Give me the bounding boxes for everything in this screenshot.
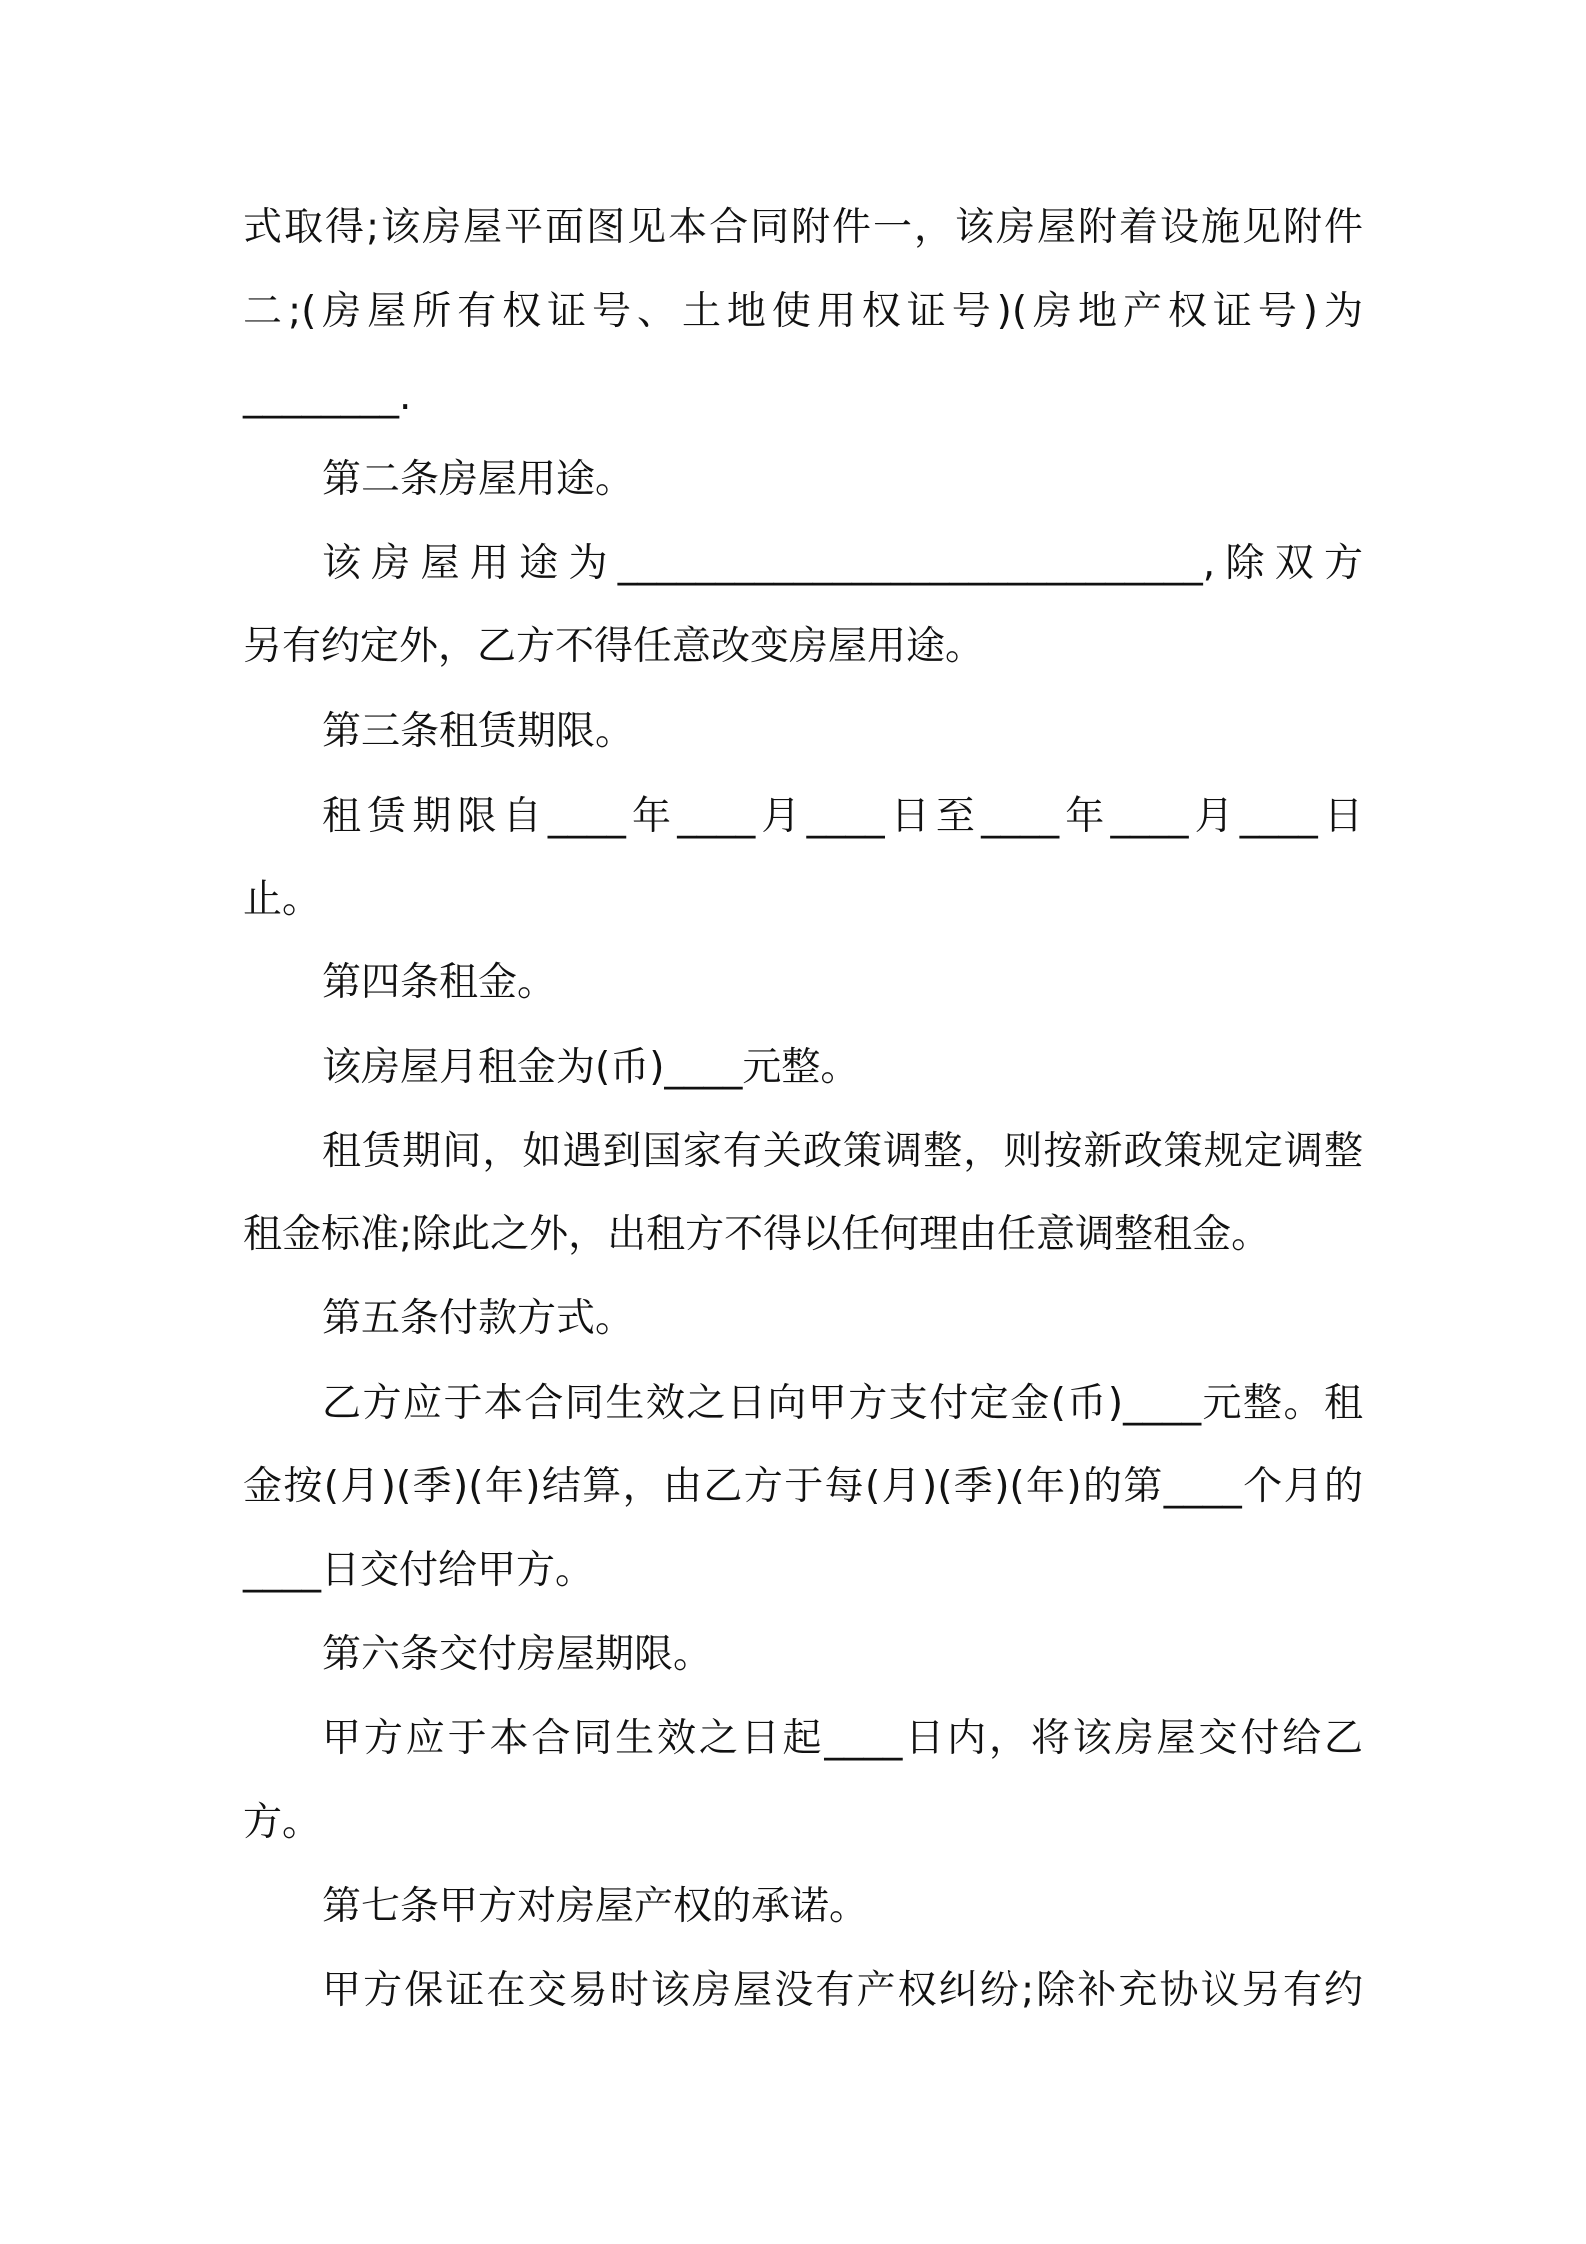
paragraph-line-9: 止。 [243, 877, 322, 922]
paragraph-line-20: 方。 [243, 1800, 322, 1845]
paragraph-line-17: ____日交付给甲方。 [243, 1548, 595, 1593]
paragraph-line-12: 租赁期间，如遇到国家有关政策调整，则按新政策规定调整 [322, 1129, 1363, 1174]
article-6-heading: 第六条交付房屋期限。 [322, 1632, 713, 1677]
article-5-heading: 第五条付款方式。 [322, 1296, 635, 1341]
article-3-heading: 第三条租赁期限。 [322, 709, 635, 754]
paragraph-line-5: 该房屋用途为______________________________,除双方 [322, 541, 1363, 586]
paragraph-line-2: 二;(房屋所有权证号、土地使用权证号)(房地产权证号)为 [243, 289, 1363, 334]
article-7-heading: 第七条甲方对房屋产权的承诺。 [322, 1884, 869, 1929]
paragraph-line-6: 另有约定外，乙方不得任意改变房屋用途。 [243, 624, 985, 669]
paragraph-line-11: 该房屋月租金为(币)____元整。 [322, 1045, 860, 1090]
paragraph-line-1: 式取得;该房屋平面图见本合同附件一，该房屋附着设施见附件 [243, 205, 1363, 250]
paragraph-line-13: 租金标准;除此之外，出租方不得以任何理由任意调整租金。 [243, 1212, 1271, 1257]
paragraph-line-22: 甲方保证在交易时该房屋没有产权纠纷;除补充协议另有约 [322, 1968, 1363, 2013]
paragraph-line-15: 乙方应于本合同生效之日向甲方支付定金(币)____元整。租 [322, 1381, 1363, 1426]
paragraph-line-3: ________. [243, 374, 412, 419]
paragraph-line-19: 甲方应于本合同生效之日起____日内，将该房屋交付给乙 [322, 1716, 1363, 1761]
article-2-heading: 第二条房屋用途。 [322, 457, 635, 502]
paragraph-line-16: 金按(月)(季)(年)结算，由乙方于每(月)(季)(年)的第____个月的 [243, 1464, 1363, 1509]
article-4-heading: 第四条租金。 [322, 960, 557, 1005]
paragraph-line-8: 租赁期限自____年____月____日至____年____月____日 [322, 794, 1363, 839]
